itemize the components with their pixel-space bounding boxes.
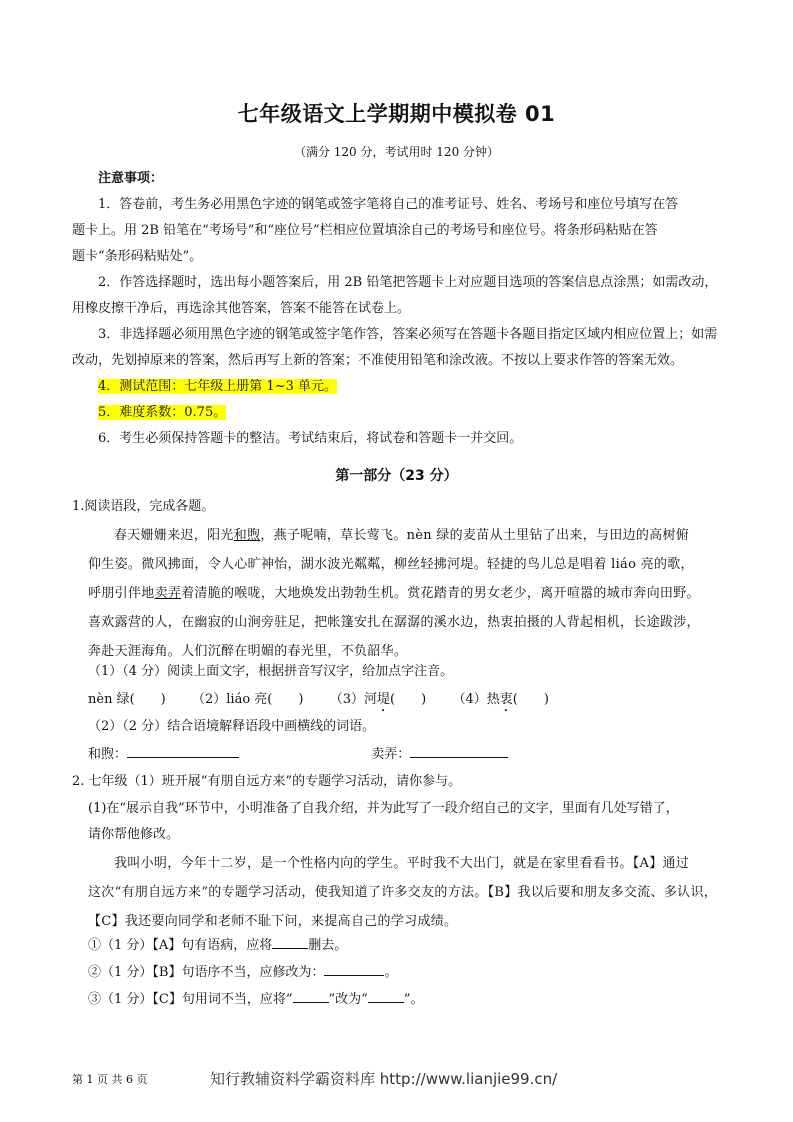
- notice-item-1-line2: 题卡上。用 2B 铅笔在“考场号”和“座位号”栏相应位置填涂自己的考场号和座位号。将条形码粘贴在答: [72, 223, 658, 238]
- question-1-sub-1: （1）（4 分）阅读上面文字，根据拼音写汉字，给加点字注音。: [88, 664, 454, 679]
- question-2-paragraph: [88, 849, 722, 936]
- footer-watermark: 知行教辅资料学霸资料库 http://www.lianjie99.cn/: [210, 1070, 558, 1088]
- item-a-blank[interactable]: [272, 934, 308, 949]
- question-2-item-a: ①（1 分）【A】句有语病，应将 删去。: [88, 933, 738, 959]
- section-1-title: 第一部分（23 分）: [335, 468, 458, 484]
- page-number: 第 1 页 共 6 页: [72, 1073, 148, 1086]
- word-hexu-answer-line[interactable]: [127, 743, 239, 758]
- question-1-word-row: [88, 742, 722, 768]
- item-b-blank[interactable]: [324, 961, 384, 976]
- question-1-fill-row: [88, 687, 722, 715]
- question-2-part-1: [88, 796, 724, 848]
- word-hexu-label: 和煦：: [88, 747, 128, 762]
- notice-item-1-line3: 题卡“条形码粘贴处”。: [72, 249, 203, 264]
- question-1-sub-2: （2）（2 分）结合语境解释语段中画横线的词语。: [88, 719, 376, 734]
- paragraph-line-3: 【C】我还要向同学和老师不耻下问，来提高自己的学习成绩。: [88, 914, 458, 929]
- question-2-item-b: ②（1 分）【B】句语序不当，应修改为： 。: [88, 960, 738, 986]
- notice-heading: 注意事项：: [98, 171, 164, 186]
- notice-item-4-text: 4．测试范围：七年级上册第 1~3 单元。: [98, 379, 337, 394]
- notice-item-5-text: 5．难度系数：0.75。: [98, 405, 227, 420]
- notice-item-1-line1: 1．答卷前，考生务必用黑色字迹的钢笔或签字笔将自己的准考证号、姓名、考场号和座位号填写在答: [98, 197, 679, 212]
- question-2-prompt: 2. 七年级（1）班开展“有朋自远方来”的专题学习活动，请你参与。: [72, 774, 462, 789]
- notice-item-1: [72, 192, 722, 218]
- dotted-char-zhong: 衷: [499, 692, 513, 707]
- item-c-blank-1[interactable]: [293, 988, 329, 1003]
- question-2-part-1-line2: 请你帮他修改。: [88, 827, 180, 842]
- page-title: 七年级语文上学期期中模拟卷 01: [237, 102, 556, 126]
- passage-line-2: 仰生姿。微风拂面，令人心旷神怡，湖水波光粼粼，柳丝轻拂河堤。轻捷的鸟儿总是唱着 liáo 亮的歌，: [88, 557, 694, 572]
- question-1-passage: [88, 521, 722, 666]
- notice-item-2-line2: 用橡皮擦干净后，再选涂其他答案，答案不能答在试卷上。: [72, 301, 411, 316]
- word-mainong-label: 卖弄：: [371, 747, 411, 762]
- dotted-char-di: 堤: [377, 692, 391, 707]
- question-2-part-1-line1: (1)在“展示自我”环节中，小明准备了自我介绍，并为此写了一段介绍自己的文字，里面有几处写错了，: [88, 801, 679, 816]
- passage-line-5: 奔赴天涯海角。人们沉醉在明媚的春光里，不负韶华。: [88, 644, 408, 659]
- notice-item-2-line1: 2．作答选择题时，选出每小题答案后，用 2B 铅笔把答题卡上对应题目选项的答案信息点涂黑；如需改动，: [98, 275, 718, 290]
- notice-item-6: 6．考生必须保持答题卡的整洁。考试结束后，将试卷和答题卡一并交回。: [98, 431, 523, 446]
- passage-line-4: 喜欢露营的人，在幽寂的山涧旁驻足，把帐篷安扎在潺潺的溪水边，热衷拍摄的人背起相机，长途跋涉，: [88, 615, 700, 630]
- notice-item-3-line2: 改动，先划掉原来的答案，然后再写上新的答案；不准使用铅笔和涂改液。不按以上要求作答的答案无效。: [72, 353, 684, 368]
- paragraph-line-1: 我叫小明，今年十二岁，是一个性格内向的学生。平时我不大出门，就是在家里看看书。【A】通过: [114, 856, 690, 871]
- fill-di[interactable]: （3）河堤( ): [329, 692, 427, 707]
- fill-nen[interactable]: nèn 绿( ): [88, 692, 166, 707]
- notice-item-5: [72, 400, 722, 426]
- page-subtitle: （满分 120 分，考试用时 120 分钟）: [293, 145, 500, 159]
- word-mainong-answer-line[interactable]: [410, 743, 508, 758]
- passage-line-1: 春天姗姗来迟，阳光和煦，燕子呢喃，草长莺飞。nèn 绿的麦苗从土里钻了出来，与田边的高树俯: [114, 528, 690, 543]
- underlined-word-hexu: 和煦: [233, 528, 261, 543]
- paragraph-line-2: 这次“有朋自远方来”的专题学习活动，使我知道了许多交友的方法。【B】我以后要和朋友多交流、多认识，: [88, 885, 718, 900]
- notice-item-3-line1: 3．非选择题必须用黑色字迹的钢笔或签字笔作答，答案必须写在答题卡各题目指定区域内相应位置上；如需: [98, 327, 718, 342]
- notice-item-4: [72, 374, 722, 400]
- fill-liao[interactable]: （2）liáo 亮( ): [192, 692, 304, 707]
- underlined-word-mainong: 卖弄: [154, 586, 182, 601]
- question-2-item-c: ③（1 分）【C】句用词不当，应将“ ”改为“ ”。: [88, 987, 738, 1013]
- item-c-blank-2[interactable]: [368, 988, 404, 1003]
- fill-zhong[interactable]: （4）热衷( ): [452, 692, 549, 707]
- question-1-prompt: 1.阅读语段，完成各题。: [72, 499, 215, 514]
- passage-line-3: 呼朋引伴地卖弄着清脆的喉咙，大地焕发出勃勃生机。赏花踏青的男女老少，离开喧嚣的城市奔向田野。: [88, 586, 700, 601]
- notice-section: [72, 166, 722, 452]
